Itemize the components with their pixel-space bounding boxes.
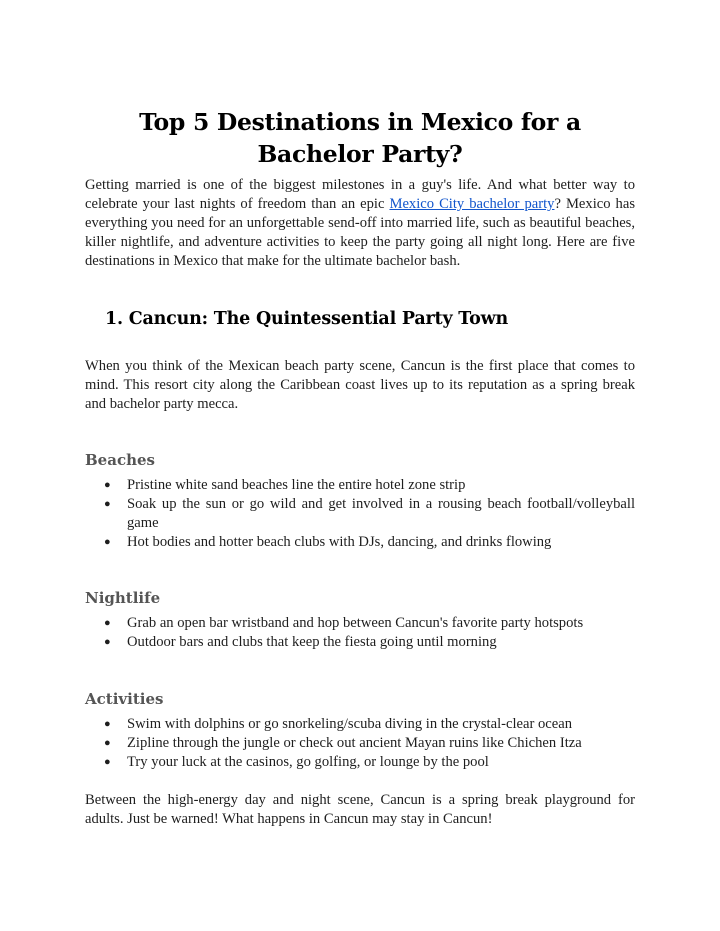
beaches-list <box>85 476 635 552</box>
list-item: ● Swim with dolphins or go snorkeling/scuba diving in the crystal-clear ocean <box>104 716 573 732</box>
bullet-icon: ● <box>104 737 111 749</box>
subheading-nightlife: Nightlife <box>85 589 161 607</box>
section-heading-cancun: 1. Cancun: The Quintessential Party Town <box>105 309 508 329</box>
list-item: ● Try your luck at the casinos, go golfing, or lounge by the pool <box>104 754 489 770</box>
page-title: Top 5 Destinations in Mexico for a Bachelor Party? <box>139 108 581 168</box>
cancun-paragraph: When you think of the Mexican beach party scene, Cancun is the first place that comes to mind. This resort city along the Caribbean coast lives up to its reputation as a spring break and bachelor party mecca. <box>85 358 635 412</box>
bullet-icon: ● <box>104 756 111 768</box>
bullet-icon: ● <box>104 536 111 548</box>
closing-paragraph: Between the high-energy day and night scene, Cancun is a spring break playground for adults. Just be warned! What happens in Cancun may stay in Cancun! <box>85 792 635 827</box>
bullet-icon: ● <box>104 498 111 510</box>
list-item: ● Outdoor bars and clubs that keep the fiesta going until morning <box>104 634 497 650</box>
bullet-icon: ● <box>104 636 111 648</box>
intro-text-before: Getting married is one of the biggest milestones in a guy's life. And what better way to celebrate your last nights of freedom than an epic <box>85 177 635 212</box>
list-item: ● Grab an open bar wristband and hop between Cancun's favorite party hotspots <box>104 615 584 631</box>
bullet-icon: ● <box>104 718 111 730</box>
subheading-activities: Activities <box>85 690 164 708</box>
intro-paragraph <box>85 176 635 271</box>
list-item: ● Zipline through the jungle or check out ancient Mayan ruins like Chichen Itza <box>104 735 582 751</box>
bullet-icon: ● <box>104 617 111 629</box>
list-item: ● Pristine white sand beaches line the entire hotel zone strip <box>104 477 466 493</box>
activities-list <box>85 715 635 772</box>
list-item: ● Hot bodies and hotter beach clubs with DJs, dancing, and drinks flowing <box>104 534 552 550</box>
intro-text-after: ? Mexico has everything you need for an unforgettable send-off into married life, such as beautiful beaches, killer nightlife, and adventure activities to keep the party going all night long. Here are five destinations in Mexico that make for the ultimate bachelor bash. <box>85 196 636 269</box>
list-item: ● Soak up the sun or go wild and get involved in a rousing beach football/volleyball game <box>104 496 635 531</box>
subheading-beaches: Beaches <box>85 451 155 469</box>
mexico-city-bachelor-party-link[interactable]: Mexico City bachelor party <box>389 196 555 212</box>
bullet-icon: ● <box>104 479 111 491</box>
nightlife-list <box>85 614 635 652</box>
